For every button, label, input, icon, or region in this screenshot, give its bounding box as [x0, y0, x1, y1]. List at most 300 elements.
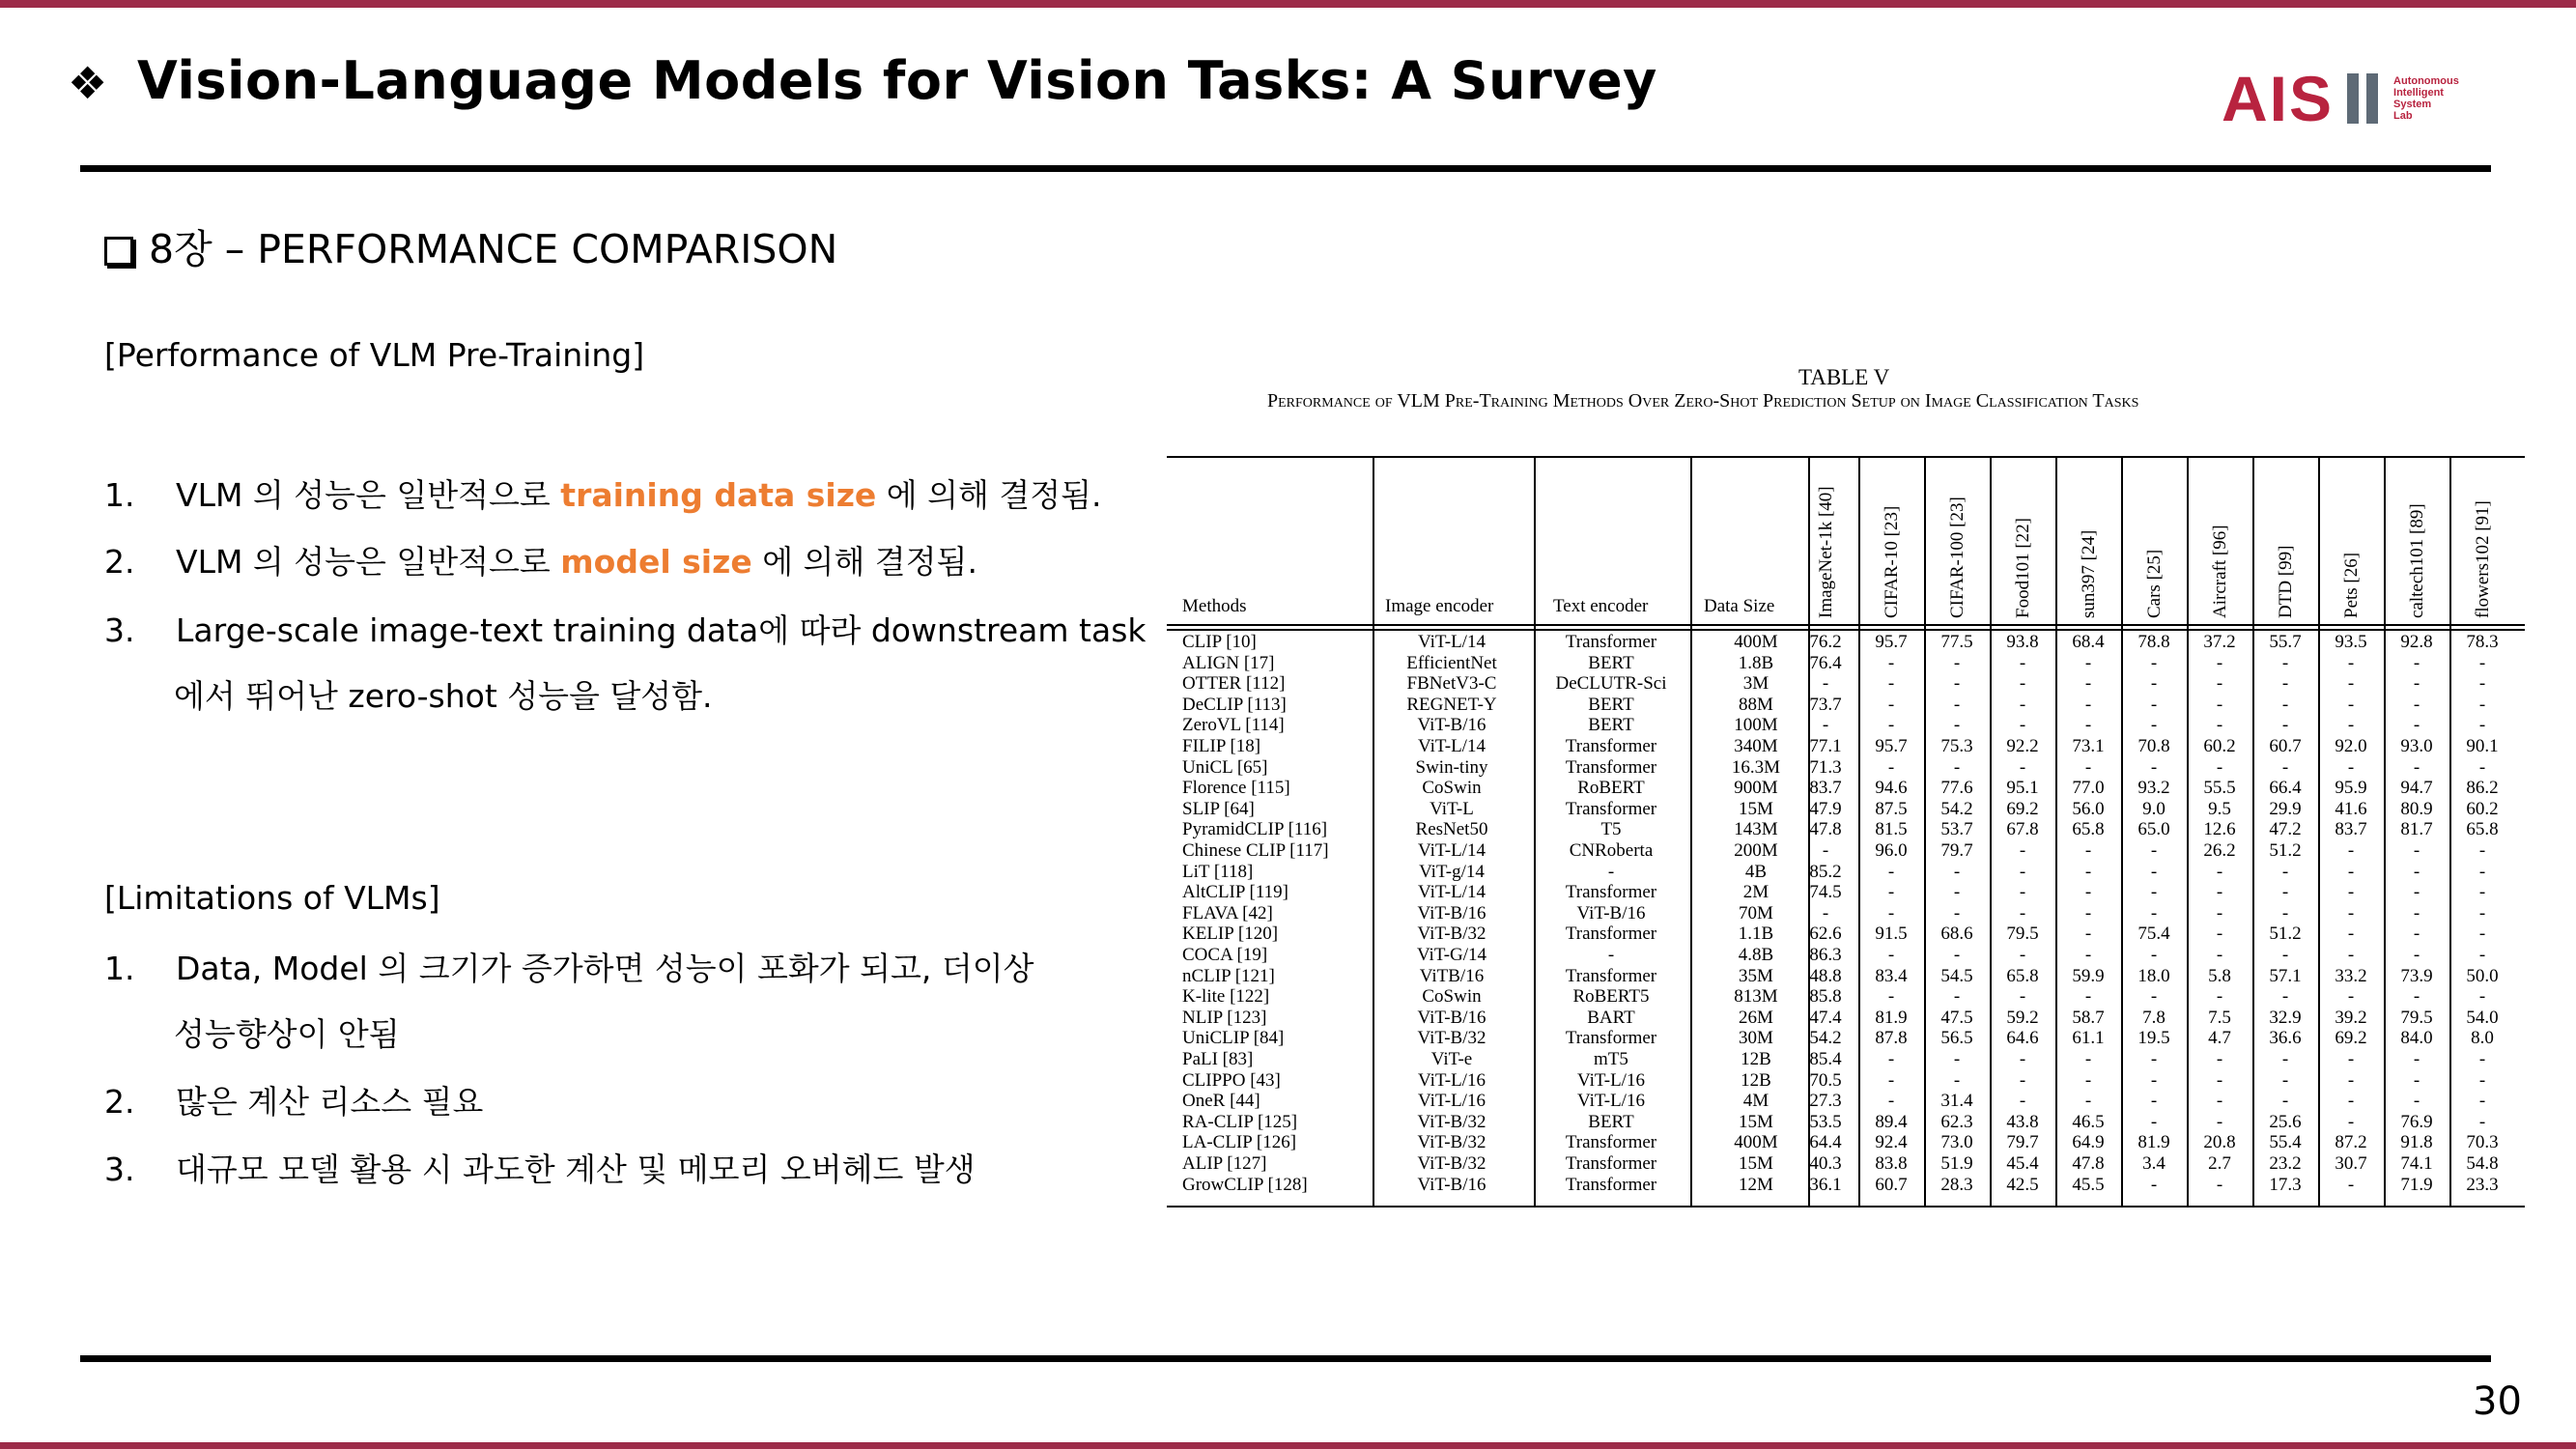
table-row-cell: ViT-L/14 [1418, 736, 1486, 756]
table-row-cell: ViT-B/16 [1417, 715, 1486, 736]
table-row-cell: 100M [1734, 715, 1778, 736]
table-score-cell: 68.6 [1940, 923, 1973, 945]
table-score-cell: 47.8 [1809, 819, 1842, 840]
table-header-dataset: flowers102 [91] [2473, 500, 2493, 618]
table-header-dataset: ImageNet-1k [40] [1816, 486, 1836, 618]
table-score-cell: 7.8 [2142, 1007, 2166, 1028]
table-score-cell: 65.8 [2072, 819, 2105, 840]
table-row-cell: 1.1B [1738, 923, 1774, 945]
table-score-cell: 81.9 [2137, 1132, 2170, 1153]
table-score-cell: - [2216, 986, 2223, 1008]
table-score-cell: 62.3 [1940, 1111, 1973, 1132]
table-header-data-size: Data Size [1704, 596, 1775, 616]
table-score-cell: 73.1 [2072, 736, 2105, 756]
logo-lab-text: Autonomous Intelligent System Lab [2393, 75, 2459, 122]
table-score-cell: 47.2 [2269, 819, 2302, 840]
table-top-rule [1167, 456, 2525, 458]
table-row-cell: RoBERT5 [1572, 986, 1650, 1008]
table-score-cell: - [2019, 715, 2026, 736]
table-header-image-encoder: Image encoder [1385, 596, 1494, 616]
table-row-cell: 16.3M [1731, 756, 1781, 778]
table-score-cell: 92.4 [1875, 1132, 1908, 1153]
table-score-cell: - [2216, 902, 2223, 923]
title-divider [80, 165, 2491, 172]
table-score-cell: - [1953, 756, 1961, 778]
table-score-cell: 2.7 [2208, 1153, 2231, 1174]
table-score-cell: - [1887, 1049, 1895, 1069]
table-score-cell: - [2150, 673, 2158, 695]
table-row-cell: Transformer [1565, 756, 1657, 778]
table-score-cell: 83.7 [2335, 819, 2367, 840]
table-score-cell: 74.5 [1809, 882, 1842, 903]
table-score-cell: - [2150, 1091, 2158, 1112]
table-score-cell: 51.2 [2269, 923, 2302, 945]
table-score-cell: 75.3 [1940, 736, 1973, 756]
logo-bar-icon [2366, 73, 2378, 124]
table-score-cell: - [2150, 945, 2158, 965]
table-row-method: FLAVA [42] [1182, 902, 1273, 923]
table-score-cell: - [2150, 986, 2158, 1008]
slide-title-text: Vision-Language Models for Vision Tasks: A Survey [137, 50, 1657, 111]
table-score-cell: - [2019, 652, 2026, 673]
limitations-item-2: 2. 많은 계산 리소스 필요 [104, 1083, 484, 1121]
table-row-cell: Transformer [1565, 1132, 1657, 1153]
table-score-cell: - [2347, 1069, 2355, 1091]
table-score-cell: - [2413, 1091, 2420, 1112]
table-score-cell: 81.7 [2400, 819, 2433, 840]
table-row-cell: 15M [1739, 1153, 1773, 1174]
table-row-cell: 200M [1734, 840, 1778, 861]
table-score-cell: - [2281, 715, 2289, 736]
table-row-method: UniCL [65] [1182, 756, 1268, 778]
table-score-cell: - [2084, 673, 2092, 695]
table-score-cell: 65.8 [2466, 819, 2499, 840]
table-score-cell: - [2150, 861, 2158, 882]
table-row-method: LiT [118] [1182, 861, 1254, 882]
table-score-cell: 76.9 [2400, 1111, 2433, 1132]
table-score-cell: - [2150, 694, 2158, 715]
table-score-cell: - [2478, 840, 2486, 861]
bottom-accent-bar [0, 1442, 2576, 1449]
table-score-cell: - [1953, 882, 1961, 903]
table-row-cell: T5 [1600, 819, 1622, 840]
table-row-cell: Transformer [1565, 923, 1657, 945]
table-row-cell: Swin-tiny [1415, 756, 1488, 778]
table-score-cell: - [2478, 923, 2486, 945]
table-score-cell: 93.0 [2400, 736, 2433, 756]
table-score-cell: - [2281, 861, 2289, 882]
table-score-cell: 20.8 [2203, 1132, 2236, 1153]
table-score-cell: - [2281, 652, 2289, 673]
table-row-cell: ViT-B/32 [1417, 1028, 1486, 1049]
table-score-cell: 85.8 [1809, 986, 1842, 1008]
table-score-cell: 45.5 [2072, 1174, 2105, 1195]
table-row-cell: Transformer [1565, 798, 1657, 819]
table-score-cell: - [2413, 861, 2420, 882]
table-score-cell: 79.5 [2400, 1007, 2433, 1028]
table-score-cell: - [2019, 861, 2026, 882]
limitations-item-1: 1. Data, Model 의 크기가 증가하면 성능이 포화가 되고, 더이상 [104, 950, 1034, 987]
table-header-dataset: sun397 [24] [2079, 529, 2099, 618]
table-row-cell: ResNet50 [1415, 819, 1488, 840]
table-score-cell: 71.9 [2400, 1174, 2433, 1195]
table-score-cell: - [2019, 986, 2026, 1008]
table-row-cell: ViT-B/16 [1576, 902, 1646, 923]
table-score-cell: - [2216, 945, 2223, 965]
table-score-cell: - [2084, 882, 2092, 903]
table-score-cell: 87.2 [2335, 1132, 2367, 1153]
table-score-cell: - [2216, 694, 2223, 715]
table-score-cell: 83.7 [1809, 778, 1842, 799]
table-score-cell: 81.5 [1875, 819, 1908, 840]
table-score-cell: - [2413, 715, 2420, 736]
table-row-cell: - [1607, 861, 1615, 882]
table-score-cell: - [1887, 882, 1895, 903]
table-score-cell: 79.7 [2006, 1132, 2039, 1153]
limitations-heading: [Limitations of VLMs] [104, 879, 440, 917]
table-score-cell: 74.1 [2400, 1153, 2433, 1174]
table-score-cell: - [2281, 902, 2289, 923]
table-score-cell: - [2347, 1111, 2355, 1132]
table-score-cell: - [2281, 945, 2289, 965]
table-score-cell: 48.8 [1809, 965, 1842, 986]
table-score-cell: 33.2 [2335, 965, 2367, 986]
table-score-cell: 71.3 [1809, 756, 1842, 778]
table-score-cell: 45.4 [2006, 1153, 2039, 1174]
table-score-cell: 51.9 [1940, 1153, 1973, 1174]
table-score-cell: - [1953, 902, 1961, 923]
footer-divider [80, 1355, 2491, 1362]
table-score-cell: 8.0 [2471, 1028, 2494, 1049]
table-score-cell: - [2216, 1174, 2223, 1195]
table-score-cell: 40.3 [1809, 1153, 1842, 1174]
table-row-method: CLIPPO [43] [1182, 1069, 1281, 1091]
table-row-method: Florence [115] [1182, 778, 1290, 799]
table-header-dataset: CIFAR-100 [23] [1947, 497, 1967, 618]
table-row-cell: ViT-B/32 [1417, 1132, 1486, 1153]
table-score-cell: - [2084, 840, 2092, 861]
table-score-cell: 92.8 [2400, 632, 2433, 652]
table-score-cell: 94.6 [1875, 778, 1908, 799]
table-score-cell: - [1822, 840, 1829, 861]
table-score-cell: 79.7 [1940, 840, 1973, 861]
table-score-cell: 26.2 [2203, 840, 2236, 861]
table-row-cell: FBNetV3-C [1406, 673, 1497, 695]
table-score-cell: - [2281, 1049, 2289, 1069]
table-header-dataset: caltech101 [89] [2407, 503, 2427, 618]
table-row-cell: ViT-B/32 [1417, 1111, 1486, 1132]
table-score-cell: 95.1 [2006, 778, 2039, 799]
table-header-dataset: Cars [25] [2144, 549, 2165, 618]
table-score-cell: 47.8 [2072, 1153, 2105, 1174]
table-row-method: UniCLIP [84] [1182, 1028, 1285, 1049]
table-header-dataset: Food101 [22] [2013, 518, 2033, 618]
table-score-cell: - [2150, 715, 2158, 736]
table-score-cell: - [1953, 715, 1961, 736]
table-score-cell: 43.8 [2006, 1111, 2039, 1132]
table-row-cell: 143M [1734, 819, 1778, 840]
table-score-cell: - [1953, 694, 1961, 715]
table-score-cell: - [1953, 945, 1961, 965]
table-row-cell: ViT-B/32 [1417, 1153, 1486, 1174]
table-header-dataset: Pets [26] [2341, 552, 2362, 618]
table-score-cell: - [2478, 1069, 2486, 1091]
table-row-cell: 35M [1739, 965, 1773, 986]
table-row-cell: CNRoberta [1569, 840, 1654, 861]
table-score-cell: 29.9 [2269, 798, 2302, 819]
table-row-cell: ViT-B/16 [1417, 1174, 1486, 1195]
table-score-cell: - [2216, 715, 2223, 736]
table-score-cell: 55.5 [2203, 778, 2236, 799]
table-score-cell: 70.8 [2137, 736, 2170, 756]
table-score-cell: 19.5 [2137, 1028, 2170, 1049]
table-score-cell: - [2281, 986, 2289, 1008]
table-row-method: PyramidCLIP [116] [1182, 819, 1328, 840]
table-score-cell: - [2281, 882, 2289, 903]
table-score-cell: 73.7 [1809, 694, 1842, 715]
table-score-cell: - [2084, 986, 2092, 1008]
table-score-cell: 93.5 [2335, 632, 2367, 652]
table-score-cell: - [2150, 882, 2158, 903]
table-score-cell: 64.6 [2006, 1028, 2039, 1049]
table-score-cell: 9.5 [2208, 798, 2231, 819]
table-score-cell: 83.8 [1875, 1153, 1908, 1174]
table-score-cell: 25.6 [2269, 1111, 2302, 1132]
table-row-cell: - [1607, 945, 1615, 965]
table-score-cell: 61.1 [2072, 1028, 2105, 1049]
table-score-cell: - [2413, 840, 2420, 861]
logo-ais-text: AIS [2222, 63, 2335, 134]
table-row-cell: 813M [1734, 986, 1778, 1008]
table-score-cell: - [1887, 1091, 1895, 1112]
table-score-cell: - [1953, 673, 1961, 695]
logo-bar-icon [2347, 73, 2359, 124]
table-row-method: GrowCLIP [128] [1182, 1174, 1308, 1195]
table-header-rule [1167, 624, 2525, 626]
table-row-method: OTTER [112] [1182, 673, 1286, 695]
table-row-cell: ViT-B/32 [1417, 923, 1486, 945]
table-score-cell: 41.6 [2335, 798, 2367, 819]
table-score-cell: 91.8 [2400, 1132, 2433, 1153]
table-row-cell: Transformer [1565, 1028, 1657, 1049]
table-column-rule [1373, 456, 1374, 1206]
table-score-cell: 7.5 [2208, 1007, 2231, 1028]
table-row-method: SLIP [64] [1182, 798, 1255, 819]
table-score-cell: - [2216, 673, 2223, 695]
table-score-cell: 64.9 [2072, 1132, 2105, 1153]
table-score-cell: 76.2 [1809, 632, 1842, 652]
table-score-cell: 36.1 [1809, 1174, 1842, 1195]
table-row-cell: Transformer [1565, 1174, 1657, 1195]
table-score-cell: 17.3 [2269, 1174, 2302, 1195]
table-row-cell: 4B [1744, 861, 1768, 882]
table-score-cell: 95.7 [1875, 736, 1908, 756]
table-score-cell: 83.4 [1875, 965, 1908, 986]
table-score-cell: 5.8 [2208, 965, 2231, 986]
table-score-cell: - [2413, 652, 2420, 673]
table-score-cell: 51.2 [2269, 840, 2302, 861]
table-score-cell: 69.2 [2335, 1028, 2367, 1049]
table-score-cell: 77.5 [1940, 632, 1973, 652]
table-score-cell: - [2019, 882, 2026, 903]
table-score-cell: - [2347, 986, 2355, 1008]
table-score-cell: 77.1 [1809, 736, 1842, 756]
table-score-cell: 94.7 [2400, 778, 2433, 799]
table-score-cell: - [2478, 945, 2486, 965]
table-score-cell: 92.0 [2335, 736, 2367, 756]
table-row-cell: 12B [1741, 1069, 1771, 1091]
table-score-cell: - [2347, 840, 2355, 861]
table-row-cell: ViT-L/14 [1418, 882, 1486, 903]
table-row-cell: 1.8B [1738, 652, 1774, 673]
table-score-cell: - [2478, 986, 2486, 1008]
table-score-cell: - [2019, 1049, 2026, 1069]
table-score-cell: - [1887, 986, 1895, 1008]
table-score-cell: - [2150, 902, 2158, 923]
limitations-item-1-cont: 성능향상이 안됨 [174, 1015, 400, 1053]
table-score-cell: - [1887, 652, 1895, 673]
table-score-cell: 54.0 [2466, 1007, 2499, 1028]
table-score-cell: 89.4 [1875, 1111, 1908, 1132]
table-score-cell: - [2347, 945, 2355, 965]
table-score-cell: 27.3 [1809, 1091, 1842, 1112]
table-score-cell: - [2216, 756, 2223, 778]
table-score-cell: 86.3 [1809, 945, 1842, 965]
table-row-cell: ViT-L/16 [1577, 1091, 1645, 1112]
table-score-cell: - [2413, 694, 2420, 715]
table-row-cell: BERT [1588, 715, 1634, 736]
table-score-cell: 12.6 [2203, 819, 2236, 840]
table-score-cell: - [1887, 1069, 1895, 1091]
table-score-cell: - [2084, 861, 2092, 882]
table-score-cell: - [2281, 756, 2289, 778]
table-score-cell: - [1953, 986, 1961, 1008]
table-score-cell: - [1887, 694, 1895, 715]
table-row-cell: 70M [1739, 902, 1773, 923]
table-header-dataset: CIFAR-10 [23] [1882, 505, 1902, 618]
table-score-cell: - [2281, 673, 2289, 695]
table-score-cell: - [2413, 882, 2420, 903]
table-header-dataset: Aircraft [96] [2210, 525, 2230, 618]
table-score-cell: 87.8 [1875, 1028, 1908, 1049]
table-score-cell: - [2216, 1111, 2223, 1132]
limitations-item-3: 3. 대규모 모델 활용 시 과도한 계산 및 메모리 오버헤드 발생 [104, 1151, 976, 1188]
performance-heading: [Performance of VLM Pre-Training] [104, 336, 645, 374]
table-row-cell: CoSwin [1422, 778, 1482, 799]
table-score-cell: 87.5 [1875, 798, 1908, 819]
table-score-cell: 77.0 [2072, 778, 2105, 799]
table-score-cell: 68.4 [2072, 632, 2105, 652]
table-row-cell: 88M [1739, 694, 1773, 715]
table-row-cell: 12M [1739, 1174, 1773, 1195]
table-score-cell: - [1953, 861, 1961, 882]
table-row-cell: 400M [1734, 632, 1778, 652]
table-score-cell: - [2347, 652, 2355, 673]
table-score-cell: 92.2 [2006, 736, 2039, 756]
table-score-cell: 65.8 [2006, 965, 2039, 986]
table-score-cell: - [2216, 1069, 2223, 1091]
table-score-cell: 81.9 [1875, 1007, 1908, 1028]
table-score-cell: 95.9 [2335, 778, 2367, 799]
table-row-cell: Transformer [1565, 736, 1657, 756]
table-score-cell: - [2478, 673, 2486, 695]
slide-title [68, 50, 1657, 111]
table-score-cell: 4.7 [2208, 1028, 2231, 1049]
table-header-methods: Methods [1182, 596, 1247, 616]
table-column-rule [1690, 456, 1692, 1206]
table-score-cell: 78.8 [2137, 632, 2170, 652]
table-score-cell: - [1822, 673, 1829, 695]
table-score-cell: 69.2 [2006, 798, 2039, 819]
table-row-method: COCA [19] [1182, 945, 1268, 965]
table-row-cell: REGNET-Y [1406, 694, 1497, 715]
table-score-cell: 59.9 [2072, 965, 2105, 986]
table-row-method: nCLIP [121] [1182, 965, 1275, 986]
table-row-cell: BERT [1588, 694, 1634, 715]
table-score-cell: 77.6 [1940, 778, 1973, 799]
table-score-cell: 85.4 [1809, 1049, 1842, 1069]
table-score-cell: - [2150, 1111, 2158, 1132]
table-row-cell: ViT-L/14 [1418, 632, 1486, 652]
performance-item-3: 3. Large-scale image-text training data에 따라 downstream task [104, 611, 1146, 649]
table-score-cell: 79.5 [2006, 923, 2039, 945]
table-score-cell: 30.7 [2335, 1153, 2367, 1174]
table-score-cell: 75.4 [2137, 923, 2170, 945]
performance-item-1: 1. VLM 의 성능은 일반적으로 training data size 에 의해 결정됨. [104, 476, 1102, 514]
table-score-cell: 66.4 [2269, 778, 2302, 799]
table-score-cell: - [2347, 673, 2355, 695]
table-score-cell: - [2478, 1091, 2486, 1112]
table-score-cell: - [1887, 902, 1895, 923]
table-score-cell: 58.7 [2072, 1007, 2105, 1028]
table-score-cell: 80.9 [2400, 798, 2433, 819]
table-score-cell: - [2216, 1049, 2223, 1069]
table-row-cell: 30M [1739, 1028, 1773, 1049]
table-row-cell: ViT-G/14 [1416, 945, 1487, 965]
top-accent-bar [0, 0, 2576, 8]
table-score-cell: 55.4 [2269, 1132, 2302, 1153]
table-row-cell: ViT-L/16 [1418, 1091, 1486, 1112]
table-row-cell: ViT-e [1430, 1049, 1473, 1069]
table-row-method: PaLI [83] [1182, 1049, 1254, 1069]
table-row-cell: 3M [1742, 673, 1769, 695]
table-score-cell: - [2478, 715, 2486, 736]
table-row-cell: ViT-L/14 [1418, 840, 1486, 861]
performance-item-3-cont: 에서 뛰어난 zero-shot 성능을 달성함. [174, 677, 713, 715]
table-score-cell: 46.5 [2072, 1111, 2105, 1132]
table-score-cell: 54.8 [2466, 1153, 2499, 1174]
table-score-cell: - [2413, 673, 2420, 695]
table-score-cell: - [2216, 861, 2223, 882]
table-score-cell: 55.7 [2269, 632, 2302, 652]
table-score-cell: 9.0 [2142, 798, 2166, 819]
table-row-cell: 4.8B [1738, 945, 1774, 965]
table-score-cell: 67.8 [2006, 819, 2039, 840]
table-score-cell: - [2019, 1069, 2026, 1091]
table-header-rule [1167, 629, 2525, 631]
table-row-method: OneR [44] [1182, 1091, 1260, 1112]
table-score-cell: - [2478, 1049, 2486, 1069]
table-row-method: RA-CLIP [125] [1182, 1111, 1298, 1132]
table-row-cell: 26M [1739, 1007, 1773, 1028]
table-score-cell: - [2216, 652, 2223, 673]
section-heading [104, 217, 837, 274]
table-score-cell: 91.5 [1875, 923, 1908, 945]
table-row-method: DeCLIP [113] [1182, 694, 1287, 715]
table-score-cell: - [2478, 882, 2486, 903]
table-score-cell: - [2019, 945, 2026, 965]
table-score-cell: - [2216, 923, 2223, 945]
